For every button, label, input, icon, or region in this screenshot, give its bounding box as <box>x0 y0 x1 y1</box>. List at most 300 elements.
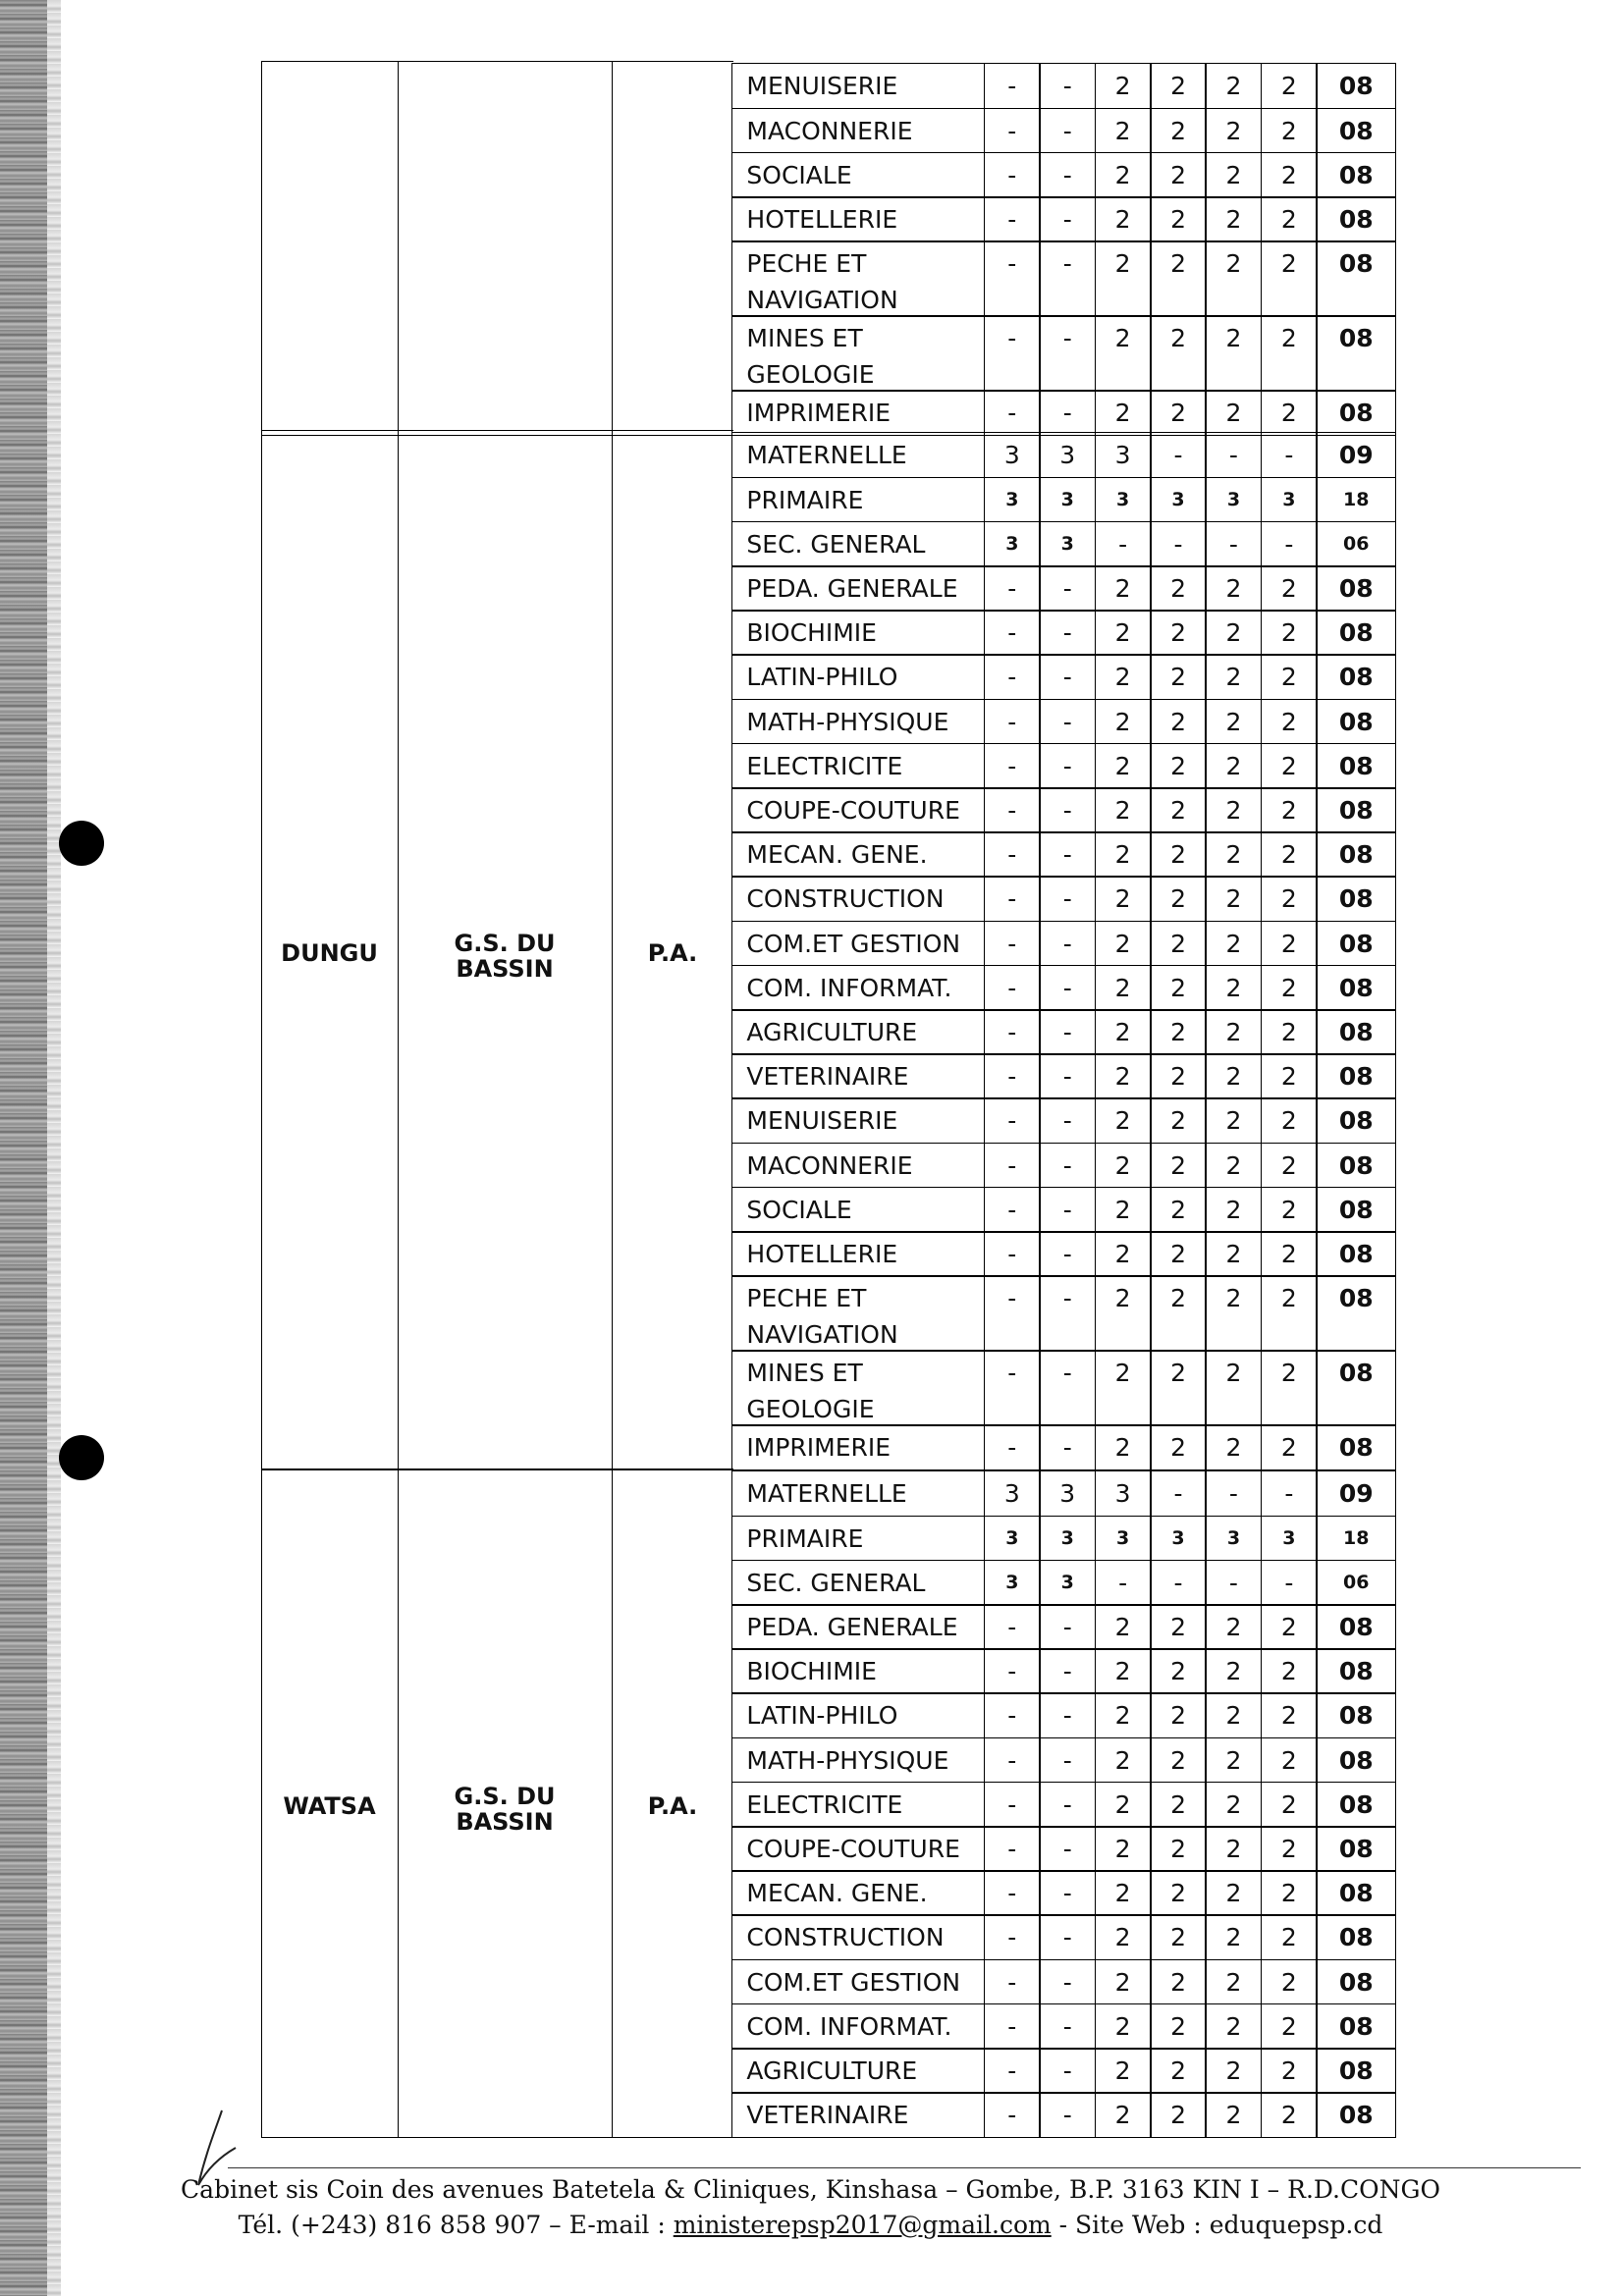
grade-value: 2 <box>1150 108 1207 154</box>
grade-value: 2 <box>1205 108 1262 154</box>
grade-value: 2 <box>1261 1097 1318 1144</box>
grade-value: 2 <box>1261 1275 1318 1352</box>
grade-value: 2 <box>1150 1737 1207 1784</box>
grade-value: 2 <box>1150 921 1207 967</box>
table-row <box>733 1055 1396 1099</box>
grade-value: 2 <box>1150 1275 1207 1352</box>
grade-value: 2 <box>1150 1350 1207 1426</box>
punch-hole-icon <box>59 821 104 866</box>
grade-value: 3 <box>1039 432 1096 478</box>
table-row <box>733 1188 1396 1232</box>
grade-value: - <box>1039 2048 1096 2094</box>
grade-value: 2 <box>1261 152 1318 198</box>
option-name: MENUISERIE <box>731 1097 985 1144</box>
grade-value: 2 <box>1205 315 1262 392</box>
grade-value: 2 <box>1095 152 1152 198</box>
row-total: 08 <box>1316 2003 1396 2050</box>
row-total: 08 <box>1316 1782 1396 1828</box>
grade-value: 2 <box>1095 1350 1152 1426</box>
grade-value: 2 <box>1261 1914 1318 1960</box>
grade-value: 3 <box>984 1560 1041 1606</box>
option-name: COM.ET GESTION <box>731 921 985 967</box>
table-row <box>733 878 1396 922</box>
row-total: 08 <box>1316 831 1396 878</box>
grade-value: - <box>1261 521 1318 567</box>
row-total: 08 <box>1316 1097 1396 1144</box>
option-name: COM. INFORMAT. <box>731 2003 985 2050</box>
grade-value: - <box>1039 315 1096 392</box>
option-name: CONSTRUCTION <box>731 876 985 922</box>
row-total: 08 <box>1316 699 1396 745</box>
grade-value: 2 <box>1205 1914 1262 1960</box>
option-name: MINES ET GEOLOGIE <box>731 315 985 392</box>
row-total: 06 <box>1316 521 1396 567</box>
grade-value: - <box>984 921 1041 967</box>
table-row <box>733 317 1396 392</box>
footer-divider <box>228 2167 1581 2168</box>
grade-value: 2 <box>1095 390 1152 436</box>
grade-value: - <box>1039 1604 1096 1650</box>
grade-value: 3 <box>984 521 1041 567</box>
grade-value: - <box>1039 1959 1096 2005</box>
grade-value: - <box>1039 1424 1096 1470</box>
grade-value: 2 <box>1261 2092 1318 2138</box>
grade-value: 2 <box>1095 831 1152 878</box>
grade-value: - <box>1039 787 1096 833</box>
table-row <box>733 1960 1396 2004</box>
grade-value: 2 <box>1150 1187 1207 1233</box>
grade-value: 2 <box>1205 1424 1262 1470</box>
grade-value: 2 <box>1095 63 1152 109</box>
grade-value: 2 <box>1261 108 1318 154</box>
table-row <box>733 153 1396 197</box>
grade-value: 2 <box>1150 831 1207 878</box>
grade-value: - <box>984 1737 1041 1784</box>
option-name: MATH-PHYSIQUE <box>731 699 985 745</box>
row-total: 08 <box>1316 2048 1396 2094</box>
grade-value: - <box>1039 152 1096 198</box>
table-row <box>733 1426 1396 1470</box>
grade-value: - <box>1039 565 1096 612</box>
grade-value: 2 <box>1150 699 1207 745</box>
grade-value: 2 <box>1150 1009 1207 1055</box>
grade-value: 2 <box>1205 831 1262 878</box>
grade-value: - <box>984 1009 1041 1055</box>
grade-value: - <box>1261 432 1318 478</box>
grade-value: - <box>984 196 1041 242</box>
grade-value: 2 <box>1095 610 1152 656</box>
grade-value: 2 <box>1261 1648 1318 1694</box>
table-row <box>733 744 1396 788</box>
table-row <box>733 1916 1396 1960</box>
row-total: 08 <box>1316 1424 1396 1470</box>
grade-value: - <box>984 610 1041 656</box>
grade-value: 2 <box>1261 1826 1318 1872</box>
grade-value: - <box>1150 1560 1207 1606</box>
grade-value: 2 <box>1150 63 1207 109</box>
grade-value: 2 <box>1095 108 1152 154</box>
table-row <box>733 1011 1396 1055</box>
grade-value: 2 <box>1205 1187 1262 1233</box>
option-name: PEDA. GENERALE <box>731 1604 985 1650</box>
grade-value: 2 <box>1095 196 1152 242</box>
grade-value: 3 <box>1095 432 1152 478</box>
row-total: 08 <box>1316 1914 1396 1960</box>
grade-value: 2 <box>1205 1275 1262 1352</box>
row-total: 08 <box>1316 1692 1396 1738</box>
grade-value: 2 <box>1095 699 1152 745</box>
grade-value: - <box>1039 196 1096 242</box>
table-row <box>733 1872 1396 1916</box>
option-name: PRIMAIRE <box>731 1516 985 1562</box>
table-row <box>733 612 1396 656</box>
grade-value: - <box>1039 965 1096 1011</box>
grade-value: - <box>1039 63 1096 109</box>
grade-value: - <box>984 390 1041 436</box>
row-total: 08 <box>1316 1350 1396 1426</box>
grade-value: 2 <box>1095 1009 1152 1055</box>
grade-value: 2 <box>1205 565 1262 612</box>
option-name: BIOCHIMIE <box>731 1648 985 1694</box>
grade-value: 2 <box>1150 152 1207 198</box>
grade-value: 2 <box>1205 2048 1262 2094</box>
grade-value: 2 <box>1150 1231 1207 1277</box>
grade-value: 2 <box>1150 1914 1207 1960</box>
grade-value: 3 <box>1150 1516 1207 1562</box>
grade-value: 2 <box>1150 1692 1207 1738</box>
row-total: 08 <box>1316 610 1396 656</box>
grade-value: 2 <box>1261 1231 1318 1277</box>
grade-value: - <box>1039 831 1096 878</box>
grade-value: 2 <box>1261 1009 1318 1055</box>
grade-value: - <box>1039 1782 1096 1828</box>
grade-value: - <box>984 1648 1041 1694</box>
grade-value: 2 <box>1261 1870 1318 1916</box>
grade-value: 2 <box>1205 240 1262 317</box>
grade-value: - <box>984 1350 1041 1426</box>
grade-value: - <box>984 654 1041 700</box>
grade-value: 3 <box>984 1470 1041 1517</box>
grade-value: 2 <box>1205 2003 1262 2050</box>
grade-value: 2 <box>1095 1782 1152 1828</box>
table-row <box>733 1277 1396 1352</box>
grade-value: 2 <box>1150 2048 1207 2094</box>
grade-value: 2 <box>1095 2048 1152 2094</box>
grade-value: 2 <box>1150 787 1207 833</box>
table-row <box>733 2094 1396 2138</box>
grade-value: 3 <box>1261 1516 1318 1562</box>
grade-value: - <box>984 699 1041 745</box>
grade-value: 3 <box>1039 1516 1096 1562</box>
grade-value: 3 <box>1039 1470 1096 1517</box>
grade-value: 2 <box>1150 1424 1207 1470</box>
footer-email-link[interactable]: ministerepsp2017@gmail.com <box>673 2211 1052 2239</box>
grade-value: - <box>1039 2092 1096 2138</box>
option-name: MACONNERIE <box>731 108 985 154</box>
grade-value: 3 <box>1095 1516 1152 1562</box>
grade-value: 2 <box>1205 63 1262 109</box>
grade-value: 2 <box>1261 2003 1318 2050</box>
grade-value: 2 <box>1205 1648 1262 1694</box>
option-name: SEC. GENERAL <box>731 1560 985 1606</box>
table-row <box>733 1783 1396 1827</box>
grade-value: - <box>1261 1560 1318 1606</box>
grade-value: - <box>984 965 1041 1011</box>
row-total: 08 <box>1316 63 1396 109</box>
row-total: 08 <box>1316 1648 1396 1694</box>
grade-value: - <box>984 2092 1041 2138</box>
grade-value: 2 <box>1095 1097 1152 1144</box>
option-name: IMPRIMERIE <box>731 390 985 436</box>
grade-value: 2 <box>1150 1053 1207 1099</box>
grade-value: 2 <box>1261 1959 1318 2005</box>
grade-value: - <box>1261 1470 1318 1517</box>
option-name: PEDA. GENERALE <box>731 565 985 612</box>
row-total: 08 <box>1316 315 1396 392</box>
grade-value: 2 <box>1261 743 1318 789</box>
table-row <box>733 700 1396 744</box>
grade-value: 2 <box>1095 2003 1152 2050</box>
grade-value: 2 <box>1205 654 1262 700</box>
grade-value: 2 <box>1095 1692 1152 1738</box>
grade-value: 2 <box>1261 654 1318 700</box>
option-name: CONSTRUCTION <box>731 1914 985 1960</box>
grade-value: 2 <box>1205 743 1262 789</box>
grade-value: 2 <box>1150 965 1207 1011</box>
row-total: 08 <box>1316 240 1396 317</box>
grade-value: - <box>984 1143 1041 1189</box>
row-total: 08 <box>1316 1053 1396 1099</box>
option-name: MINES ET GEOLOGIE <box>731 1350 985 1426</box>
table-row <box>733 567 1396 612</box>
footer-address: Cabinet sis Coin des avenues Batetela & Cliniques, Kinshasa – Gombe, B.P. 3163 KIN I – R.D.CONGO <box>181 2175 1440 2204</box>
grade-value: 2 <box>1205 1737 1262 1784</box>
grade-value: - <box>984 2003 1041 2050</box>
option-name: HOTELLERIE <box>731 196 985 242</box>
grade-value: 2 <box>1205 1826 1262 1872</box>
grade-value: - <box>984 1914 1041 1960</box>
grade-value: 2 <box>1261 831 1318 878</box>
grade-value: - <box>1039 1143 1096 1189</box>
grade-value: 2 <box>1205 610 1262 656</box>
row-total: 08 <box>1316 787 1396 833</box>
row-total: 08 <box>1316 1870 1396 1916</box>
grade-value: 2 <box>1261 1053 1318 1099</box>
grade-value: 2 <box>1261 1692 1318 1738</box>
grade-value: - <box>984 1604 1041 1650</box>
table-row <box>733 1561 1396 1605</box>
grade-value: 2 <box>1095 787 1152 833</box>
grade-value: - <box>1039 1826 1096 1872</box>
table-row <box>733 966 1396 1010</box>
group-cell-regime <box>612 61 733 436</box>
grade-value: 2 <box>1205 1870 1262 1916</box>
table-row <box>733 1352 1396 1426</box>
row-total: 08 <box>1316 565 1396 612</box>
option-name: SOCIALE <box>731 152 985 198</box>
grade-value: 2 <box>1150 1097 1207 1144</box>
grade-value: 2 <box>1150 2003 1207 2050</box>
grade-value: 2 <box>1150 2092 1207 2138</box>
row-total: 08 <box>1316 743 1396 789</box>
table-row <box>733 2050 1396 2094</box>
grade-value: 2 <box>1205 2092 1262 2138</box>
grade-value: 3 <box>1095 1470 1152 1517</box>
grade-value: 2 <box>1261 965 1318 1011</box>
grade-value: 2 <box>1261 63 1318 109</box>
scan-edge-artifact <box>0 0 47 2296</box>
option-name: AGRICULTURE <box>731 2048 985 2094</box>
grade-value: 2 <box>1150 743 1207 789</box>
table-row <box>733 522 1396 566</box>
option-name: LATIN-PHILO <box>731 654 985 700</box>
grade-value: 2 <box>1150 654 1207 700</box>
grade-value: 2 <box>1150 1959 1207 2005</box>
option-name: PECHE ET NAVIGATION <box>731 240 985 317</box>
grade-value: 3 <box>1261 477 1318 523</box>
grade-value: 2 <box>1095 1275 1152 1352</box>
grade-value: - <box>1039 610 1096 656</box>
grade-value: - <box>1039 1187 1096 1233</box>
group-label-ecole: G.S. DU BASSIN <box>454 1783 556 1836</box>
grade-value: - <box>984 787 1041 833</box>
grade-value: 2 <box>1150 196 1207 242</box>
grade-value: 2 <box>1205 196 1262 242</box>
grade-value: 2 <box>1095 1231 1152 1277</box>
grade-value: - <box>1095 1560 1152 1606</box>
grade-value: 2 <box>1205 1143 1262 1189</box>
footer-tel: Tél. (+243) 816 858 907 – E-mail : <box>238 2211 674 2239</box>
row-total: 09 <box>1316 432 1396 478</box>
group-label-territoire: DUNGU <box>281 939 378 967</box>
grade-value: - <box>984 1782 1041 1828</box>
grade-value: - <box>984 1053 1041 1099</box>
grade-value: - <box>1039 1350 1096 1426</box>
grade-value: - <box>1039 1009 1096 1055</box>
option-name: IMPRIMERIE <box>731 1424 985 1470</box>
grade-value: 2 <box>1095 1187 1152 1233</box>
table-row <box>733 2004 1396 2049</box>
row-total: 06 <box>1316 1560 1396 1606</box>
table-row <box>733 1738 1396 1783</box>
option-name: VETERINAIRE <box>731 1053 985 1099</box>
grade-value: 2 <box>1261 196 1318 242</box>
grade-value: 2 <box>1261 565 1318 612</box>
grade-value: - <box>1150 432 1207 478</box>
option-name: ELECTRICITE <box>731 743 985 789</box>
option-name: MECAN. GENE. <box>731 1870 985 1916</box>
row-total: 08 <box>1316 152 1396 198</box>
grade-value: 2 <box>1150 1143 1207 1189</box>
footer-contact <box>0 2211 1621 2239</box>
option-name: PECHE ET NAVIGATION <box>731 1275 985 1352</box>
grade-value: - <box>1039 654 1096 700</box>
grade-value: 3 <box>984 477 1041 523</box>
grade-value: - <box>984 1231 1041 1277</box>
grade-value: 2 <box>1095 1424 1152 1470</box>
grade-value: 2 <box>1095 1143 1152 1189</box>
option-name: HOTELLERIE <box>731 1231 985 1277</box>
grade-value: - <box>984 1870 1041 1916</box>
grade-value: 2 <box>1261 240 1318 317</box>
grade-value: 2 <box>1205 1782 1262 1828</box>
grade-value: - <box>1039 1231 1096 1277</box>
grade-value: 2 <box>1261 787 1318 833</box>
grade-value: 3 <box>984 432 1041 478</box>
table-row <box>733 242 1396 317</box>
grade-value: 2 <box>1205 787 1262 833</box>
grade-value: 2 <box>1150 1604 1207 1650</box>
grade-value: - <box>984 1424 1041 1470</box>
grade-value: - <box>984 63 1041 109</box>
table-row <box>733 1517 1396 1561</box>
grade-value: - <box>1205 521 1262 567</box>
grade-value: 2 <box>1205 1692 1262 1738</box>
grade-value: - <box>1039 1870 1096 1916</box>
grade-value: 2 <box>1205 1053 1262 1099</box>
grade-value: 2 <box>1150 610 1207 656</box>
row-total: 08 <box>1316 1737 1396 1784</box>
option-name: BIOCHIMIE <box>731 610 985 656</box>
grade-value: - <box>984 2048 1041 2094</box>
grade-value: - <box>1039 876 1096 922</box>
option-name: AGRICULTURE <box>731 1009 985 1055</box>
grade-value: 2 <box>1095 743 1152 789</box>
table-row <box>733 478 1396 522</box>
option-name: COUPE-COUTURE <box>731 1826 985 1872</box>
table-row <box>733 789 1396 833</box>
grade-value: 2 <box>1261 1187 1318 1233</box>
option-name: SEC. GENERAL <box>731 521 985 567</box>
grade-value: 2 <box>1205 390 1262 436</box>
option-name: VETERINAIRE <box>731 2092 985 2138</box>
grade-value: 2 <box>1261 2048 1318 2094</box>
grade-value: - <box>1039 1914 1096 1960</box>
grade-value: - <box>1205 432 1262 478</box>
grade-value: - <box>1205 1560 1262 1606</box>
grade-value: - <box>1039 1692 1096 1738</box>
grade-value: - <box>1150 1470 1207 1517</box>
grade-value: 2 <box>1095 1870 1152 1916</box>
grade-value: - <box>984 152 1041 198</box>
option-name: MATH-PHYSIQUE <box>731 1737 985 1784</box>
row-total: 08 <box>1316 196 1396 242</box>
row-total: 08 <box>1316 876 1396 922</box>
grade-value: 2 <box>1205 1350 1262 1426</box>
table-row <box>733 1606 1396 1650</box>
grade-value: 2 <box>1205 1604 1262 1650</box>
footer-web: - Site Web : eduquepsp.cd <box>1051 2211 1383 2239</box>
option-name: LATIN-PHILO <box>731 1692 985 1738</box>
grade-value: 2 <box>1095 315 1152 392</box>
grade-value: 2 <box>1095 1914 1152 1960</box>
row-total: 18 <box>1316 477 1396 523</box>
row-total: 09 <box>1316 1470 1396 1517</box>
row-total: 08 <box>1316 2092 1396 2138</box>
grade-value: 2 <box>1150 1826 1207 1872</box>
table-row <box>733 1233 1396 1277</box>
grade-value: - <box>1150 521 1207 567</box>
grade-value: - <box>984 1275 1041 1352</box>
grade-value: - <box>984 831 1041 878</box>
grade-value: 2 <box>1205 152 1262 198</box>
grade-value: 2 <box>1205 1231 1262 1277</box>
grade-value: - <box>984 108 1041 154</box>
grade-value: 2 <box>1150 1648 1207 1694</box>
table-row <box>733 198 1396 242</box>
group-cell-ecole <box>398 61 612 436</box>
group-label-territoire: WATSA <box>283 1792 376 1820</box>
